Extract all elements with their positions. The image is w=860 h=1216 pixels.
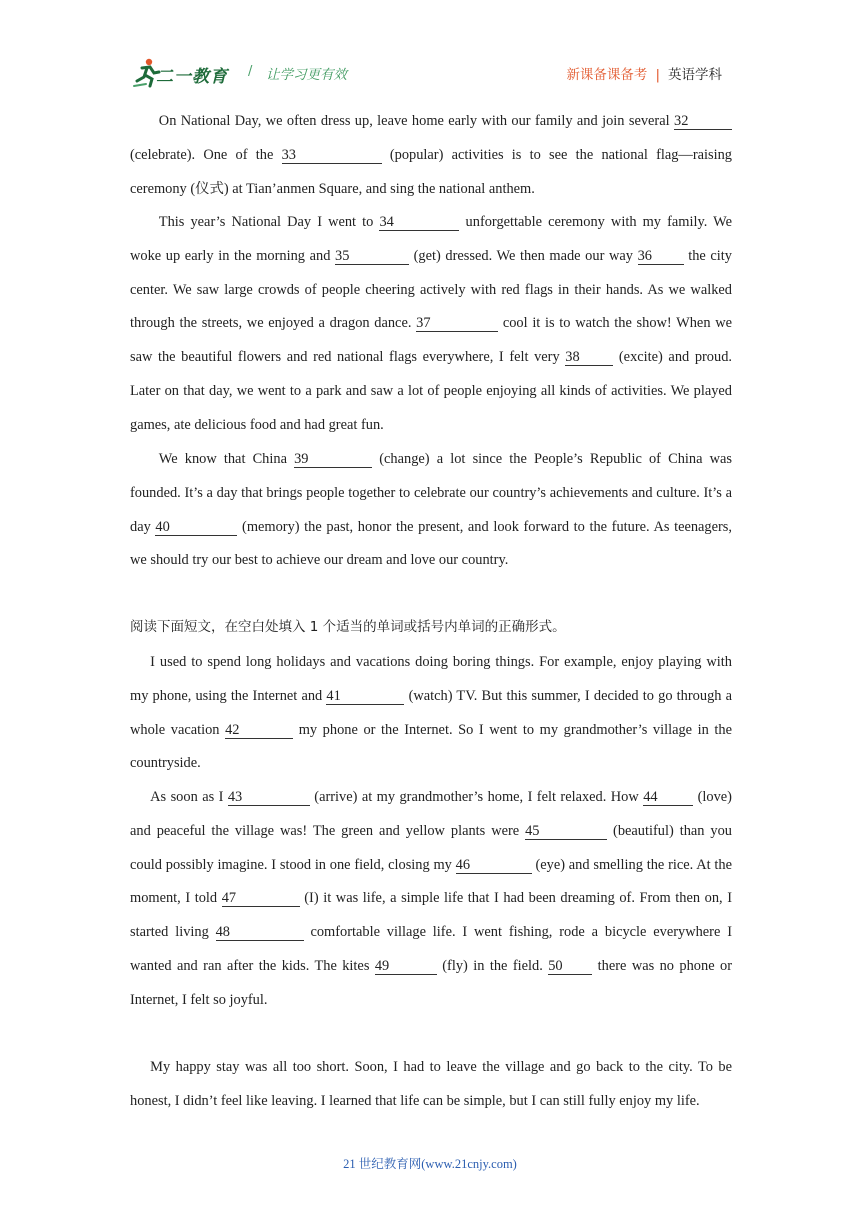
text-run: I used to spend long holidays and vacations doing boring things. For example, enjoy playing with my phone, using the Internet and	[130, 654, 732, 704]
slogan-separator: /	[248, 64, 253, 79]
blank-46[interactable]: 46	[456, 857, 532, 874]
text-run: (memory) the past, honor the present, and look forward to the future. As teenagers, we should try our best to achieve our dream and love our country.	[130, 518, 732, 569]
text-run: (love) and peaceful the village was! The green and yellow plants were	[130, 789, 732, 839]
instruction-text: 阅读下面短文，在空白处填入 1 个适当的单词或括号内单词的正确形式。	[130, 619, 566, 635]
subject-label: 英语学科	[668, 67, 722, 83]
logo-text: 二一教育	[156, 67, 228, 87]
blank-43[interactable]: 43	[228, 789, 310, 806]
passage1-paragraph3	[130, 443, 732, 578]
text-run: (arrive) at my grandmother’s home, I felt relaxed. How	[309, 789, 644, 805]
blank-44[interactable]: 44	[643, 789, 693, 806]
text-run: (get) dressed. We then made our way	[409, 247, 638, 264]
text-run: (fly) in the field.	[436, 957, 549, 974]
text-run: (excite) and proud. Later on that day, we went to a park and saw a lot of people enjoying all kinds of activities. We played games, ate delicious food and had great fun.	[130, 349, 732, 433]
blank-50[interactable]: 50	[548, 958, 592, 975]
text-run: there was no phone or Internet, I felt so joyful.	[130, 957, 732, 1008]
blank-47[interactable]: 47	[222, 890, 300, 907]
blank-36[interactable]: 36	[638, 248, 684, 265]
blank-42[interactable]: 42	[225, 722, 293, 739]
text-run: unforgettable ceremony with my family. We woke up early in the morning and	[130, 214, 732, 264]
blank-35[interactable]: 35	[335, 248, 409, 265]
blank-33[interactable]: 33	[282, 147, 382, 164]
blank-48[interactable]: 48	[216, 924, 304, 941]
text-run: On National Day, we often dress up, leave home early with our family and join several	[158, 113, 674, 129]
text-run: (change) a lot since the People’s Republic of China was founded. It’s a day that brings people together to celebrate our country’s achievements and culture. It’s a day	[130, 451, 733, 535]
passage2-paragraph1	[130, 646, 732, 781]
text-run: (I) it was life, a simple life that I had been dreaming of. From then on, I started living	[130, 890, 733, 941]
page-header	[130, 56, 732, 90]
blank-37[interactable]: 37	[416, 315, 498, 332]
blank-32[interactable]: 32	[674, 113, 732, 130]
text-run: (watch) TV. But this summer, I decided to go through a whole vacation	[130, 687, 733, 738]
blank-40[interactable]: 40	[155, 519, 237, 536]
course-label: 新课备课备考	[566, 67, 648, 83]
text-run: (celebrate). One of the	[130, 146, 282, 163]
passage2-paragraph2	[130, 781, 732, 1018]
header-course-info	[566, 63, 722, 83]
blank-38[interactable]: 38	[565, 349, 613, 366]
passage2-paragraph3: My happy stay was all too short. Soon, I had to leave the village and go back to the city. To be honest, I didn’t feel like leaving. I learned that life can be simple, but I can still fully enjoy my life.	[130, 1059, 732, 1109]
passage1-paragraph2	[130, 206, 732, 443]
text-run: comfortable village life. I went fishing, rode a bicycle everywhere I wanted and ran after the kids. The kites	[130, 924, 732, 974]
text-run: This year’s National Day I went to	[158, 214, 380, 230]
text-run: (popular) activities is to see the national flag—raising ceremony (仪式) at Tian’anmen Square, and sing the national anthem.	[130, 146, 732, 197]
text-run: As soon as I	[150, 789, 228, 805]
brand-logo	[132, 56, 242, 90]
blank-34[interactable]: 34	[379, 214, 459, 231]
text-run: We know that China	[158, 451, 295, 467]
footer-source[interactable]: 21 世纪教育网(www.21cnjy.com)	[343, 1157, 517, 1171]
text-run: my phone or the Internet. So I went to my grandmother’s village in the countryside.	[130, 721, 733, 772]
slogan: 让学习更有效	[266, 67, 347, 83]
text-run: cool it is to watch the show! When we saw the beautiful flowers and red national flags everywhere, I felt very	[130, 315, 732, 366]
blank-39[interactable]: 39	[294, 451, 372, 468]
text-run: (beautiful) than you could possibly imagine. I stood in one field, closing my	[130, 822, 733, 873]
header-divider: |	[655, 67, 660, 83]
passage1-paragraph1	[130, 105, 732, 206]
blank-49[interactable]: 49	[375, 958, 437, 975]
text-run: (eye) and smelling the rice. At the moment, I told	[130, 856, 732, 907]
blank-45[interactable]: 45	[525, 823, 607, 840]
blank-41[interactable]: 41	[326, 688, 404, 705]
text-run: the city center. We saw large crowds of people cheering actively with red flags in their hands. As we walked through the streets, we enjoyed a dragon dance.	[130, 247, 733, 332]
